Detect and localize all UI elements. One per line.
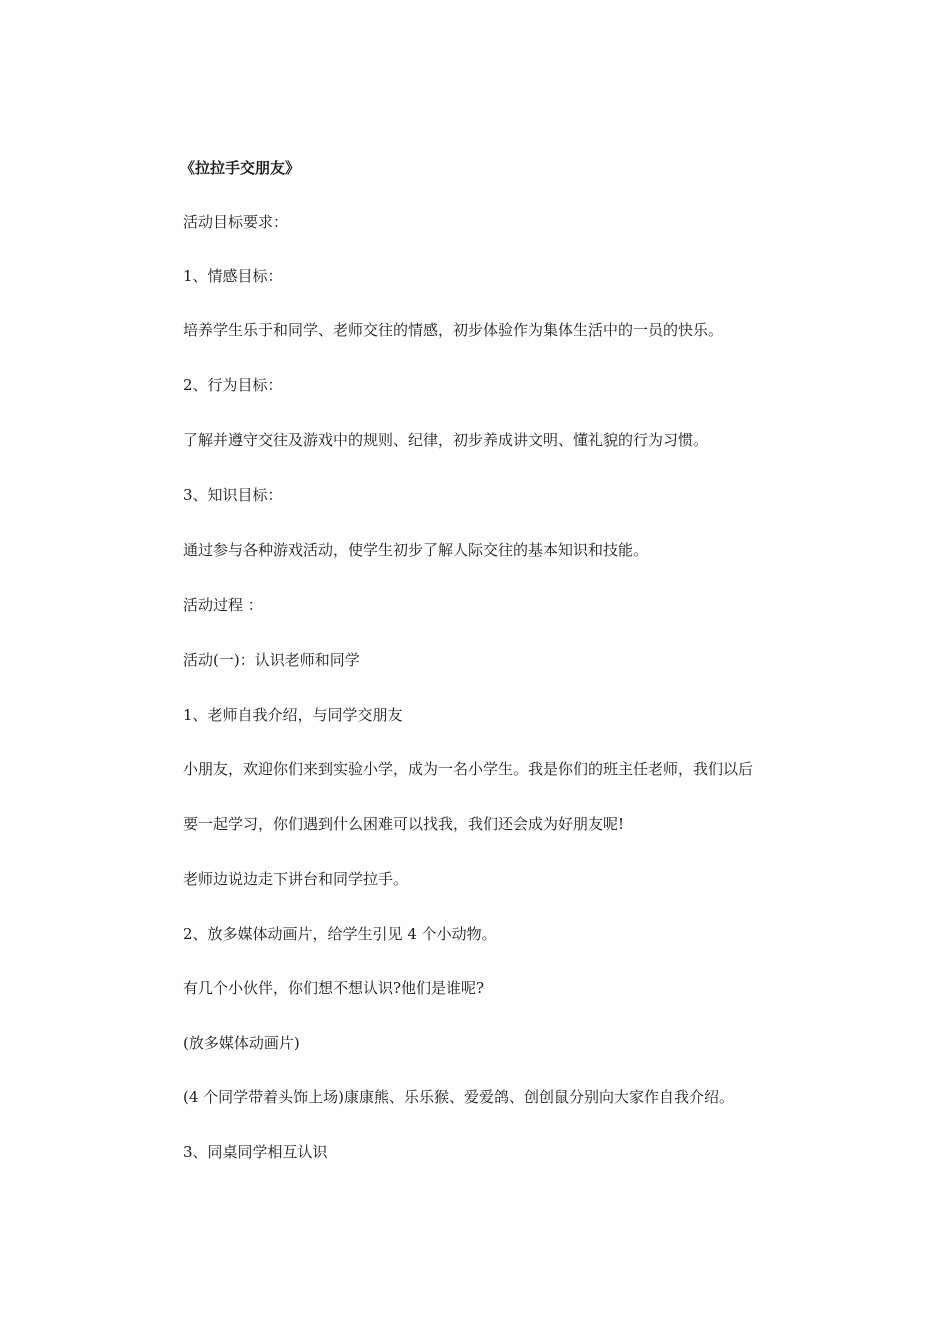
text-line: 活动过程 ： bbox=[183, 596, 263, 614]
text-line: 小朋友，欢迎你们来到实验小学，成为一名小学生。我是你们的班主任老师，我们以后 bbox=[183, 760, 754, 778]
text-line: 有几个小伙伴，你们想不想认识?他们是谁呢? bbox=[183, 979, 485, 997]
text-line: (4 个同学带着头饰上场)康康熊、乐乐猴、爱爱鸽、创创鼠分别向大家作自我介绍。 bbox=[183, 1088, 735, 1106]
text-line: 1、情感目标： bbox=[183, 267, 283, 285]
text-line: 老师边说边走下讲台和同学拉手。 bbox=[183, 870, 409, 888]
text-line: 3、知识目标： bbox=[183, 486, 283, 504]
text-line: 了解并遵守交往及游戏中的规则、纪律，初步养成讲文明、懂礼貌的行为习惯。 bbox=[183, 431, 709, 449]
text-line: 2、行为目标： bbox=[183, 376, 283, 394]
text-line: 1、老师自我介绍，与同学交朋友 bbox=[183, 706, 403, 724]
text-line: 2、放多媒体动画片，给学生引见 4 个小动物。 bbox=[183, 925, 497, 943]
text-line: 培养学生乐于和同学、老师交往的情感，初步体验作为集体生活中的一员的快乐。 bbox=[183, 321, 724, 339]
text-line: (放多媒体动画片) bbox=[183, 1034, 300, 1052]
document-title: 《拉拉手交朋友》 bbox=[180, 159, 301, 177]
text-line: 活动目标要求： bbox=[183, 213, 289, 231]
text-line: 3、同桌同学相互认识 bbox=[183, 1143, 328, 1161]
text-line: 通过参与各种游戏活动，使学生初步了解人际交往的基本知识和技能。 bbox=[183, 541, 649, 559]
text-line: 要一起学习，你们遇到什么困难可以找我，我们还会成为好朋友呢! bbox=[183, 815, 625, 833]
text-line: 活动(一)：认识老师和同学 bbox=[183, 651, 360, 669]
